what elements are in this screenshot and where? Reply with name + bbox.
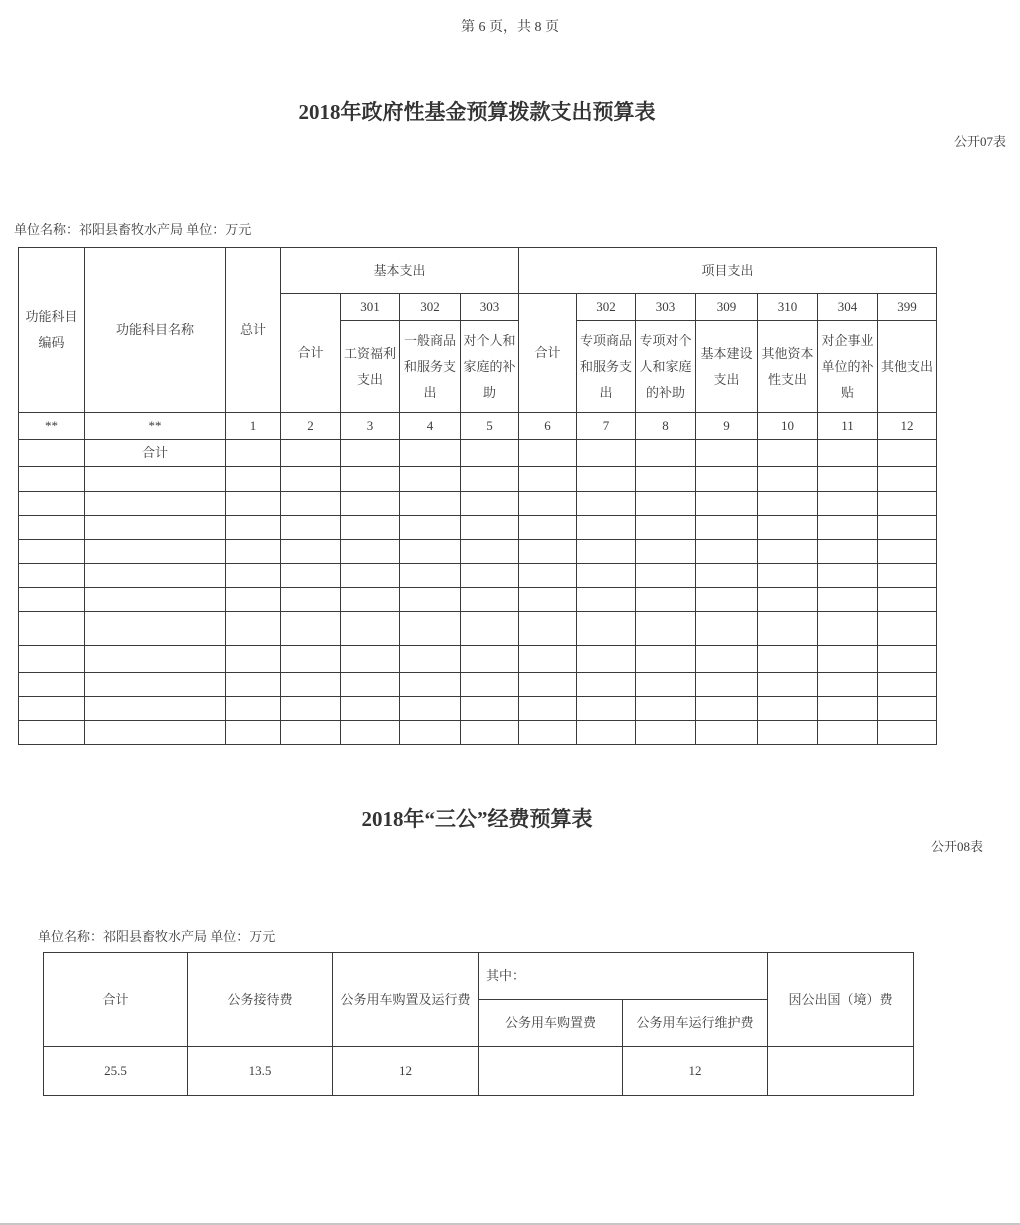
header-project-code: 399 (878, 294, 937, 321)
header-grand-total-col: 总计 (226, 248, 281, 413)
empty-cell (281, 721, 341, 745)
empty-cell (519, 516, 577, 540)
empty-cell (461, 697, 519, 721)
empty-cell (226, 467, 281, 492)
empty-cell (341, 697, 400, 721)
page-indicator: 第 6 页，共 8 页 (461, 20, 559, 35)
empty-cell (400, 721, 461, 745)
index-cell: 11 (818, 413, 878, 440)
header-among-which: 其中： (479, 953, 768, 1000)
empty-cell (758, 673, 818, 697)
fund-header-group-row (19, 248, 937, 294)
three-header-row-top (44, 953, 914, 1000)
empty-cell (226, 646, 281, 673)
empty-cell (818, 646, 878, 673)
empty-cell (636, 492, 696, 516)
fund-empty-row (19, 516, 937, 540)
empty-cell (577, 646, 636, 673)
three-public-table (43, 952, 914, 1096)
empty-cell (461, 721, 519, 745)
empty-cell (519, 646, 577, 673)
empty-cell (758, 721, 818, 745)
empty-cell (226, 673, 281, 697)
empty-cell (85, 467, 226, 492)
empty-cell (341, 721, 400, 745)
empty-cell (878, 697, 937, 721)
header-basic-name: 工资福利支出 (341, 321, 400, 413)
empty-cell (636, 440, 696, 467)
header-basic-name: 一般商品和服务支出 (400, 321, 461, 413)
header-vehicle-maintenance: 公务用车运行维护费 (623, 1000, 768, 1047)
empty-cell (19, 697, 85, 721)
value-abroad (768, 1047, 914, 1096)
index-cell: ** (85, 413, 226, 440)
empty-cell (818, 697, 878, 721)
header-basic-subtotal: 合计 (281, 294, 341, 413)
empty-cell (519, 588, 577, 612)
header-vehicle: 公务用车购置及运行费 (333, 953, 479, 1047)
empty-cell (281, 492, 341, 516)
empty-cell (577, 564, 636, 588)
empty-cell (341, 516, 400, 540)
empty-cell (341, 646, 400, 673)
empty-cell (281, 516, 341, 540)
empty-cell (341, 588, 400, 612)
header-vehicle-purchase: 公务用车购置费 (479, 1000, 623, 1047)
empty-cell (878, 440, 937, 467)
empty-cell (19, 564, 85, 588)
empty-cell (400, 467, 461, 492)
empty-cell (400, 697, 461, 721)
empty-cell (818, 673, 878, 697)
empty-cell (696, 646, 758, 673)
empty-cell (519, 612, 577, 646)
value-reception: 13.5 (188, 1047, 333, 1096)
empty-cell (878, 516, 937, 540)
header-basic-code: 303 (461, 294, 519, 321)
empty-cell (878, 492, 937, 516)
empty-cell (577, 697, 636, 721)
header-project-name: 其他支出 (878, 321, 937, 413)
empty-cell (818, 721, 878, 745)
value-vehicle-purchase (479, 1047, 623, 1096)
empty-cell (636, 467, 696, 492)
empty-cell (341, 612, 400, 646)
empty-cell (696, 540, 758, 564)
empty-cell (281, 673, 341, 697)
empty-cell (818, 440, 878, 467)
header-basic-code: 301 (341, 294, 400, 321)
empty-cell (281, 540, 341, 564)
empty-cell (19, 721, 85, 745)
empty-cell (226, 588, 281, 612)
empty-cell (400, 440, 461, 467)
header-project-code: 303 (636, 294, 696, 321)
empty-cell (577, 440, 636, 467)
index-cell: 12 (878, 413, 937, 440)
empty-cell (400, 646, 461, 673)
empty-cell (878, 467, 937, 492)
header-basic-code: 302 (400, 294, 461, 321)
empty-cell (758, 646, 818, 673)
empty-cell (226, 440, 281, 467)
empty-cell (577, 673, 636, 697)
empty-cell (85, 646, 226, 673)
empty-cell (577, 721, 636, 745)
empty-cell (636, 588, 696, 612)
empty-cell (226, 612, 281, 646)
empty-cell (818, 492, 878, 516)
empty-cell (341, 564, 400, 588)
empty-cell (461, 516, 519, 540)
empty-cell (758, 540, 818, 564)
three-data-row (44, 1047, 914, 1096)
empty-cell (758, 564, 818, 588)
empty-cell (85, 564, 226, 588)
empty-cell (696, 697, 758, 721)
empty-cell (696, 588, 758, 612)
empty-cell (226, 516, 281, 540)
fund-total-row (19, 440, 937, 467)
empty-cell (758, 492, 818, 516)
empty-cell (696, 467, 758, 492)
empty-cell (758, 612, 818, 646)
fund-empty-row (19, 540, 937, 564)
fund-empty-row (19, 492, 937, 516)
header-project-group: 项目支出 (519, 248, 937, 294)
empty-cell (281, 646, 341, 673)
header-project-code: 310 (758, 294, 818, 321)
empty-cell (758, 697, 818, 721)
empty-cell (281, 697, 341, 721)
empty-cell (818, 612, 878, 646)
header-project-code: 302 (577, 294, 636, 321)
empty-cell (696, 673, 758, 697)
empty-cell (696, 516, 758, 540)
empty-cell (519, 540, 577, 564)
empty-cell (461, 588, 519, 612)
index-cell: 7 (577, 413, 636, 440)
value-total: 25.5 (44, 1047, 188, 1096)
header-project-subtotal: 合计 (519, 294, 577, 413)
header-project-name: 其他资本性支出 (758, 321, 818, 413)
empty-cell (636, 564, 696, 588)
header-project-code: 309 (696, 294, 758, 321)
empty-cell (226, 492, 281, 516)
empty-cell (818, 564, 878, 588)
fund-empty-row (19, 612, 937, 646)
empty-cell (878, 721, 937, 745)
empty-cell (696, 440, 758, 467)
empty-cell (400, 564, 461, 588)
empty-cell (878, 646, 937, 673)
empty-cell (400, 540, 461, 564)
fund-empty-row (19, 673, 937, 697)
header-basic-name: 对个人和家庭的补助 (461, 321, 519, 413)
header-total: 合计 (44, 953, 188, 1047)
value-vehicle-maintenance: 12 (623, 1047, 768, 1096)
empty-cell (519, 697, 577, 721)
empty-cell (341, 467, 400, 492)
empty-cell (878, 612, 937, 646)
header-project-name: 专项商品和服务支出 (577, 321, 636, 413)
index-cell: 9 (696, 413, 758, 440)
empty-cell (400, 673, 461, 697)
empty-cell (341, 440, 400, 467)
empty-cell (636, 516, 696, 540)
empty-cell (19, 440, 85, 467)
empty-cell (19, 492, 85, 516)
empty-cell (341, 492, 400, 516)
empty-cell (758, 467, 818, 492)
fund-sheet-label: 公开07表 (953, 134, 1006, 149)
header-abroad: 因公出国（境）费 (768, 953, 914, 1047)
empty-cell (85, 540, 226, 564)
empty-cell (461, 440, 519, 467)
empty-cell (758, 440, 818, 467)
empty-cell (341, 540, 400, 564)
three-public-table-title: 2018年“三公”经费预算表 (361, 807, 593, 831)
empty-cell (758, 588, 818, 612)
fund-budget-table (18, 247, 937, 745)
empty-cell (281, 467, 341, 492)
empty-cell (226, 540, 281, 564)
empty-cell (461, 612, 519, 646)
empty-cell (818, 540, 878, 564)
header-name-col: 功能科目名称 (85, 248, 226, 413)
empty-cell (461, 673, 519, 697)
three-public-sheet-label: 公开08表 (930, 839, 983, 854)
index-cell: 3 (341, 413, 400, 440)
empty-cell (519, 440, 577, 467)
empty-cell (818, 588, 878, 612)
index-cell: 8 (636, 413, 696, 440)
empty-cell (400, 516, 461, 540)
empty-cell (341, 673, 400, 697)
empty-cell (19, 516, 85, 540)
empty-cell (85, 588, 226, 612)
empty-cell (696, 612, 758, 646)
three-public-unit-line: 单位名称：祁阳县畜牧水产局 单位：万元 (38, 929, 276, 944)
empty-cell (85, 673, 226, 697)
empty-cell (519, 564, 577, 588)
empty-cell (577, 588, 636, 612)
index-cell: 6 (519, 413, 577, 440)
empty-cell (577, 467, 636, 492)
empty-cell (878, 564, 937, 588)
value-vehicle: 12 (333, 1047, 479, 1096)
empty-cell (636, 721, 696, 745)
empty-cell (519, 721, 577, 745)
index-cell: 1 (226, 413, 281, 440)
empty-cell (226, 721, 281, 745)
empty-cell (878, 673, 937, 697)
fund-unit-line: 单位名称：祁阳县畜牧水产局 单位：万元 (14, 222, 252, 237)
empty-cell (818, 516, 878, 540)
empty-cell (85, 697, 226, 721)
index-cell: 2 (281, 413, 341, 440)
empty-cell (226, 564, 281, 588)
empty-cell (461, 467, 519, 492)
empty-cell (696, 721, 758, 745)
empty-cell (19, 540, 85, 564)
fund-table-title: 2018年政府性基金预算拨款支出预算表 (298, 100, 656, 124)
empty-cell (400, 612, 461, 646)
fund-empty-row (19, 467, 937, 492)
empty-cell (577, 612, 636, 646)
fund-empty-row (19, 564, 937, 588)
empty-cell (461, 540, 519, 564)
empty-cell (281, 564, 341, 588)
empty-cell (226, 697, 281, 721)
empty-cell (519, 673, 577, 697)
empty-cell (461, 564, 519, 588)
empty-cell (577, 540, 636, 564)
empty-cell (19, 588, 85, 612)
empty-cell (85, 492, 226, 516)
empty-cell (461, 492, 519, 516)
empty-cell (878, 588, 937, 612)
empty-cell (519, 467, 577, 492)
empty-cell (696, 564, 758, 588)
fund-empty-row (19, 646, 937, 673)
empty-cell (636, 540, 696, 564)
empty-cell (19, 673, 85, 697)
header-reception: 公务接待费 (188, 953, 333, 1047)
empty-cell (400, 492, 461, 516)
total-row-label: 合计 (85, 440, 226, 467)
empty-cell (636, 673, 696, 697)
empty-cell (878, 540, 937, 564)
empty-cell (85, 516, 226, 540)
header-project-code: 304 (818, 294, 878, 321)
fund-index-row (19, 413, 937, 440)
header-project-name: 基本建设支出 (696, 321, 758, 413)
empty-cell (577, 492, 636, 516)
empty-cell (636, 612, 696, 646)
empty-cell (281, 440, 341, 467)
empty-cell (85, 612, 226, 646)
empty-cell (19, 612, 85, 646)
empty-cell (461, 646, 519, 673)
empty-cell (636, 697, 696, 721)
index-cell: 4 (400, 413, 461, 440)
index-cell: ** (19, 413, 85, 440)
fund-empty-row (19, 697, 937, 721)
header-project-name: 对企事业单位的补贴 (818, 321, 878, 413)
empty-cell (19, 646, 85, 673)
empty-cell (758, 516, 818, 540)
empty-cell (19, 467, 85, 492)
empty-cell (696, 492, 758, 516)
index-cell: 10 (758, 413, 818, 440)
empty-cell (519, 492, 577, 516)
fund-empty-row (19, 721, 937, 745)
index-cell: 5 (461, 413, 519, 440)
header-code-col: 功能科目编码 (19, 248, 85, 413)
empty-cell (400, 588, 461, 612)
empty-cell (818, 467, 878, 492)
empty-cell (281, 588, 341, 612)
empty-cell (281, 612, 341, 646)
empty-cell (577, 516, 636, 540)
empty-cell (85, 721, 226, 745)
fund-empty-row (19, 588, 937, 612)
empty-cell (636, 646, 696, 673)
header-basic-group: 基本支出 (281, 248, 519, 294)
header-project-name: 专项对个人和家庭的补助 (636, 321, 696, 413)
